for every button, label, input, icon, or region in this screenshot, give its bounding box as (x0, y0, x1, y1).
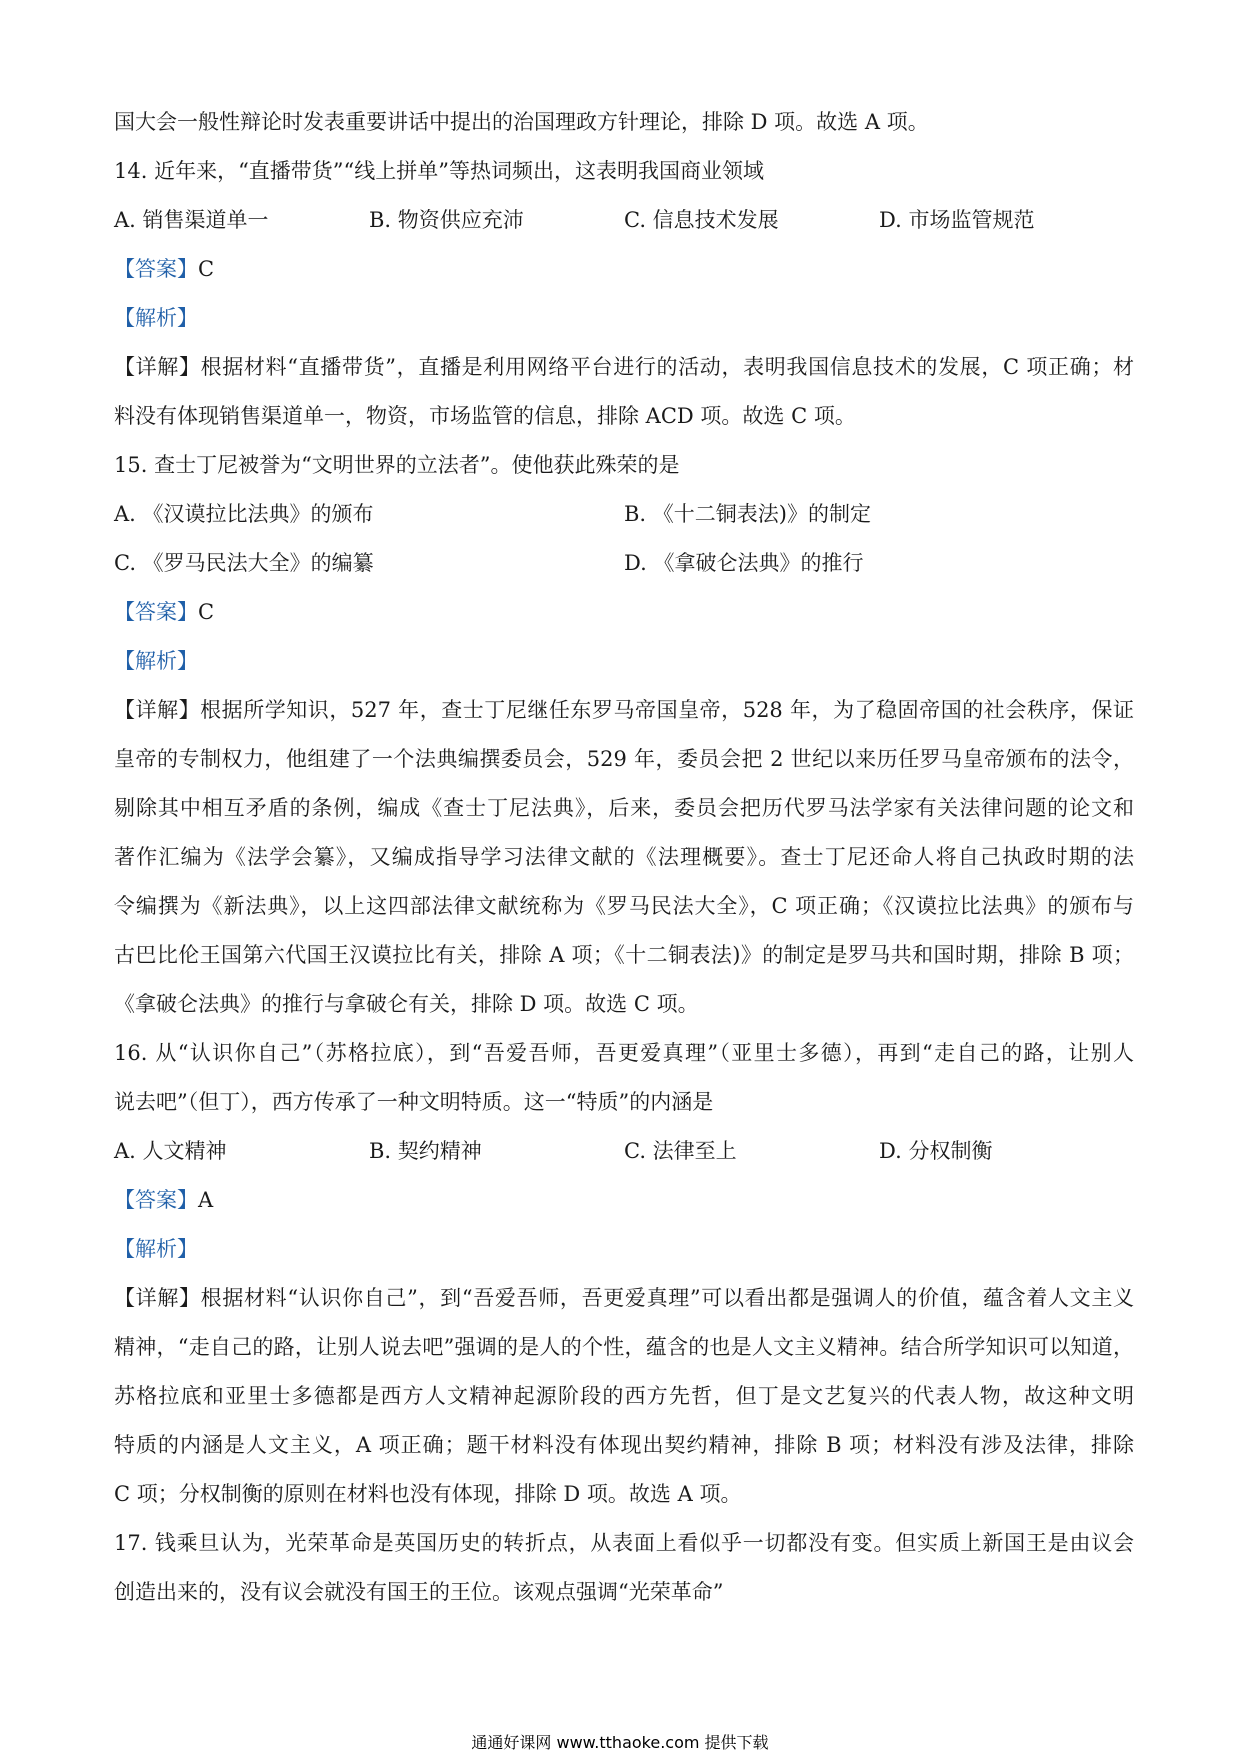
option-a: A. 人文精神 (114, 1139, 227, 1163)
question-15-stem: 15. 查士丁尼被誉为“文明世界的立法者”。使他获此殊荣的是 (114, 453, 680, 477)
option-d: D. 市场监管规范 (879, 208, 1035, 232)
detail-line: 特质的内涵是人文主义，A 项正确；题干材料没有体现出契约精神，排除 B 项；材料没有涉及法律，排除 (114, 1433, 1134, 1457)
analysis-line (114, 637, 1134, 686)
detail-line: 令编撰为《新法典》，以上这四部法律文献统称为《罗马民法大全》，C 项正确；《汉谟拉比法典》的颁布与 (114, 894, 1134, 918)
detail-line: 古巴比伦王国第六代国王汉谟拉比有关，排除 A 项；《十二铜表法)》的制定是罗马共和国时期，排除 B 项； (114, 943, 1134, 967)
detail-tag: 【详解】 (114, 355, 201, 379)
detail-line: 剔除其中相互矛盾的条例，编成《查士丁尼法典》，后来，委员会把历代罗马法学家有关法律问题的论文和 (114, 796, 1134, 820)
analysis-line (114, 1225, 1134, 1274)
option-b: B. 《十二铜表法)》的制定 (624, 502, 871, 526)
option-b: B. 契约精神 (369, 1139, 482, 1163)
answer-tag: 【答案】 (114, 600, 198, 624)
detail-line: 皇帝的专制权力，他组建了一个法典编撰委员会，529 年，委员会把 2 世纪以来历任罗马皇帝颁布的法令， (114, 747, 1134, 771)
detail-line: 精神，“走自己的路，让别人说去吧”强调的是人的个性，蕴含的也是人文主义精神。结合所学知识可以知道， (114, 1335, 1134, 1359)
question-15-options-row-2 (114, 539, 1134, 588)
option-c: C. 信息技术发展 (624, 208, 779, 232)
option-a: A. 销售渠道单一 (114, 208, 269, 232)
detail-text: 根据材料“认识你自己”，到“吾爱吾师，吾更爱真理”可以看出都是强调人的价值，蕴含着人文主义 (200, 1286, 1134, 1310)
question-16-stem: 16. 从“认识你自己”（苏格拉底），到“吾爱吾师，吾更爱真理”（亚里士多德），再到“走自己的路，让别人 (114, 1041, 1134, 1065)
answer-value: C (198, 257, 215, 281)
question-15-options-row-1 (114, 490, 1134, 539)
answer-value: C (198, 600, 215, 624)
detail-text: 根据所学知识，527 年，查士丁尼继任东罗马帝国皇帝，528 年，为了稳固帝国的社会秩序，保证 (200, 698, 1135, 722)
detail-line (114, 1274, 1134, 1323)
document-page (114, 98, 1134, 1617)
answer-line (114, 245, 1134, 294)
question-16-options (114, 1127, 1134, 1176)
option-d: D. 《拿破仑法典》的推行 (624, 551, 864, 575)
detail-line: C 项；分权制衡的原则在材料也没有体现，排除 D 项。故选 A 项。 (114, 1482, 742, 1506)
answer-tag: 【答案】 (114, 1188, 198, 1212)
detail-tag: 【详解】 (114, 698, 201, 722)
detail-line: 《拿破仑法典》的推行与拿破仑有关，排除 D 项。故选 C 项。 (114, 992, 699, 1016)
option-d: D. 分权制衡 (879, 1139, 993, 1163)
answer-value: A (198, 1188, 214, 1212)
question-16-stem: 说去吧”（但丁），西方传承了一种文明特质。这一“特质”的内涵是 (114, 1090, 714, 1114)
detail-line (114, 343, 1134, 392)
option-b: B. 物资供应充沛 (369, 208, 524, 232)
analysis-tag: 【解析】 (114, 649, 198, 673)
question-14-options (114, 196, 1134, 245)
answer-line (114, 1176, 1134, 1225)
detail-tag: 【详解】 (114, 1286, 201, 1310)
analysis-line (114, 294, 1134, 343)
text-line: 国大会一般性辩论时发表重要讲话中提出的治国理政方针理论，排除 D 项。故选 A 项。 (114, 110, 929, 134)
analysis-tag: 【解析】 (114, 1237, 198, 1261)
page-footer: 通通好课网 www.tthaoke.com 提供下载 (471, 1733, 769, 1752)
question-17-stem: 17. 钱乘旦认为，光荣革命是英国历史的转折点，从表面上看似乎一切都没有变。但实质上新国王是由议会 (114, 1531, 1134, 1555)
option-a: A. 《汉谟拉比法典》的颁布 (114, 502, 374, 526)
option-c: C. 法律至上 (624, 1139, 737, 1163)
detail-line: 料没有体现销售渠道单一，物资，市场监管的信息，排除 ACD 项。故选 C 项。 (114, 404, 856, 428)
detail-line (114, 686, 1134, 735)
detail-line: 苏格拉底和亚里士多德都是西方人文精神起源阶段的西方先哲，但丁是文艺复兴的代表人物，故这种文明 (114, 1384, 1134, 1408)
detail-line: 著作汇编为《法学会纂》，又编成指导学习法律文献的《法理概要》。查士丁尼还命人将自己执政时期的法 (114, 845, 1134, 869)
answer-line (114, 588, 1134, 637)
analysis-tag: 【解析】 (114, 306, 198, 330)
question-17-stem: 创造出来的，没有议会就没有国王的王位。该观点强调“光荣革命” (114, 1580, 724, 1604)
answer-tag: 【答案】 (114, 257, 198, 281)
question-14-stem: 14. 近年来，“直播带货”“线上拼单”等热词频出，这表明我国商业领域 (114, 159, 765, 183)
detail-text: 根据材料“直播带货”，直播是利用网络平台进行的活动，表明我国信息技术的发展，C 项正确；材 (200, 355, 1134, 379)
option-c: C. 《罗马民法大全》的编纂 (114, 551, 374, 575)
